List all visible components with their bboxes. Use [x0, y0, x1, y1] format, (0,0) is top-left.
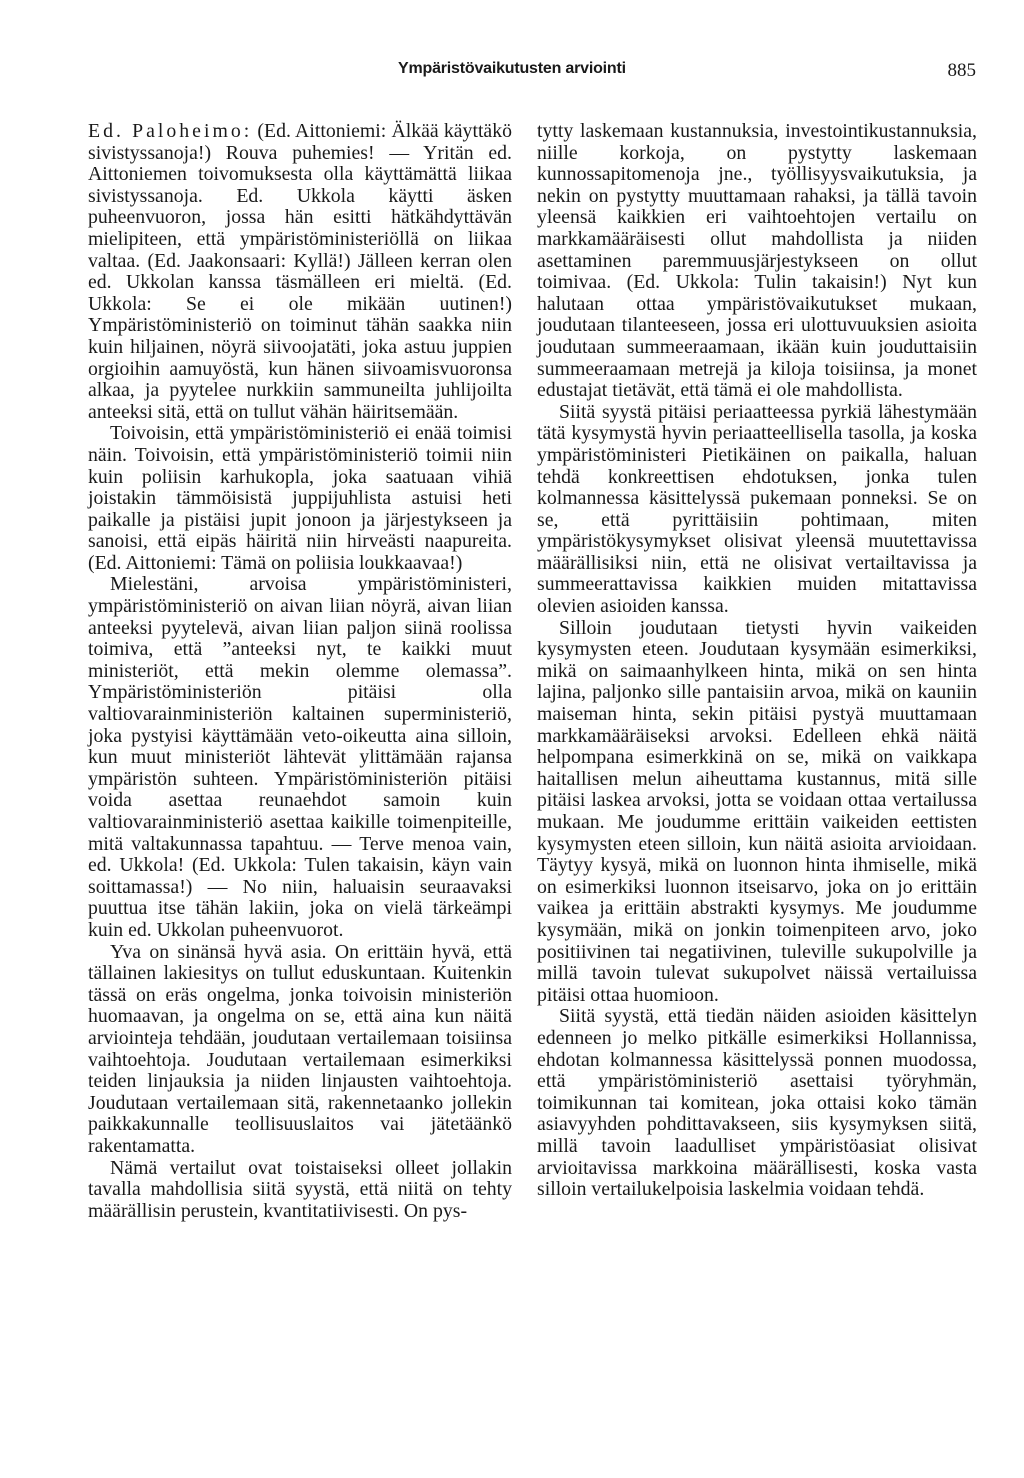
page-header: [0, 60, 1024, 90]
paragraph: Yva on sinänsä hyvä asia. On erittäin hyvä, että tällainen lakiesitys on tullut eduskuntaan. Kuitenkin tässä on eräs ongelma, jonka toivoisin ministeriön huomaavan, ja ongelma on se, että aina kun näitä arviointeja tehdään, joudutaan vertailemaan toisiinsa vaihtoehtoja. Joudutaan vertailemaan esimerkiksi teiden linjauksia ja niiden linjausten vaihtoehtoja. Joudutaan vertailemaan sitä, rakennetaanko jollekin paikkakunnalle teollisuuslaitos vai jätetäänkö rakentamatta.: [88, 940, 512, 1157]
paragraph: Siitä syystä, että tiedän näiden asioiden käsittelyn edenneen jo melko pitkälle esimerkiksi Hollannissa, ehdotan kolmannessa käsittelyssä ponnen muodossa, että ympäristöministeriö asettaisi työryhmän, toimikunnan tai komitean, joka ottaisi koko tämän asiavyyhden pohdittavakseen, siis kysymyksen siitä, millä tavoin laadulliset ympäristöasiat olisivat arvioitavissa markkoina määrällisesti, koska vasta silloin vertailukelpoisia laskelmia voidaan tehdä.: [537, 1005, 977, 1201]
page-number: 885: [947, 60, 976, 81]
paragraph-text: (Ed. Aittoniemi: Älkää käyttäkö sivistyssanoja!) Rouva puhemies! — Yritän ed. Aittoniemen toivomuksesta olla käyttämättä liikaa sivistyssanoja. Ed. Ukkola käytti äsken puheenvuoron, jossa hän esitti hätkähdyttävän mielipiteen, että ympäristöministeriöllä on liikaa valtaa. (Ed. Jaakonsaari: Kyllä!) Jälleen kerran olen ed. Ukkolan kanssa täsmälleen eri mieltä. (Ed. Ukkola: Se ei ole mikään uutinen!) Ympäristöministeriö on toiminut tähän saakka niin kuin hiljainen, nöyrä siivoojatäti, joka astuu juppien orgioihin aamuyöstä, kun hänen siivoamisvuoronsa alkaa, ja pyytelee nurkkiin sammuneilta juhlijoilta anteeksi sitä, että on tullut vähän häiritsemään.: [88, 120, 512, 423]
paragraph: Siitä syystä pitäisi periaatteessa pyrkiä lähestymään tätä kysymystä hyvin periaatteellisella tasolla, ja koska ympäristöministeri Pietikäinen on paikalla, haluan tehdä konkreettisen ehdotuksen, jonka tulen kolmannessa käsittelyssä pukemaan ponneksi. Se on se, että pyrittäisiin pohtimaan, miten ympäristökysymykset olisivat yleensä muutettavissa määrällisiksi niin, että ne olisivat vertailtavissa ja summeerattavissa kaikkien muiden mitattavissa olevien asioiden kanssa.: [537, 400, 977, 618]
paragraph: Mielestäni, arvoisa ympäristöministeri, ympäristöministeriö on aivan liian nöyrä, aivan liian anteeksi pyytelevä, aivan liian paljon siinä roolissa toimiva, että ”anteeksi nyt, te kaikki muut ministeriöt, että mekin olemme olemassa”. Ympäristöministeriön pitäisi olla valtiovarainministeriön kaltainen superministeriö, joka pystyisi käyttämään veto-oikeutta aina silloin, kun muut ministeriöt lähtevät ylittämään rajansa ympäristön suhteen. Ympäristöministeriön pitäisi voida asettaa reunaehdot samoin kuin valtiovarainministeriö asettaa kaikille toimenpiteille, mitä valtakunnassa tapahtuu. — Terve menoa vain, ed. Ukkola! (Ed. Ukkola: Tulen takaisin, käyn vain soittamassa!) — No niin, haluaisin seuraavaksi puuttua itse tähän lakiin, joka on vielä tärkeämpi kuin ed. Ukkolan puheenvuorot.: [88, 573, 512, 941]
paragraph: Nämä vertailut ovat toistaiseksi olleet jollakin tavalla mahdollisia siitä syystä, että niitä on tehty määrällisin perustein, kvantitatiivisesti. On pys-: [88, 1156, 512, 1222]
paragraph: tytty laskemaan kustannuksia, investointikustannuksia, niille korkoja, on pystytty laskemaan kunnossapitomenoja jne., työllisyysvaikutuksia, ja nekin on pystytty muuttamaan rahaksi, ja tällä tavoin yleensä kaikkien eri vaihtoehtojen vertailu on markkamääräisesti ollut mahdollista ja niiden asettaminen paremmuusjärjestykseen on ollut toimivaa. (Ed. Ukkola: Tulin takaisin!) Nyt kun halutaan ottaa ympäristövaikutukset mukaan, joudutaan tilanteeseen, jossa eri ulottuvuuksien asioita joudutaan summeeraamaan, ikään kuin jouduttaisiin summeeraamaan metrejä ja kiloja toisiinsa, ja monet edustajat tietävät, että tämä ei ole mahdollista.: [537, 120, 977, 402]
left-column: [88, 121, 512, 1222]
speaker-name: Ed. Paloheimo:: [88, 120, 253, 142]
paragraph: Silloin joudutaan tietysti hyvin vaikeiden kysymysten eteen. Joudutaan kysymään esimerkiksi, mikä on saimaanhylkeen hinta, mikä on sen hinta lajina, paljonko sille pantaisiin arvoa, mikä on kauniin maiseman hinta, sekin pitäisi pystyä muuttamaan markkamääräiseksi arvoksi. Edelleen ehkä näitä helpompana esimerkkinä on se, mikä on vaikkapa haitallisen melun aiheuttama kustannus, mitä sille pitäisi laskea arvoksi, jotta se voidaan ottaa vertailussa mukaan. Me joudumme erittäin vaikeiden eettisten kysymysten eteen silloin, kun näitä asioita arvioidaan. Täytyy kysyä, mikä on luonnon hinta ihmiselle, mikä on esimerkiksi luonnon itseisarvo, joka on jo erittäin vaikea ja erittäin abstrakti kysymys. Me joudumme kysymään, mikä on jonkin toimenpiteen arvo, joko positiivinen tai negatiivinen, tuleville sukupolville ja millä tavoin tulevat sukupolvet näissä vertailuissa pitäisi ottaa huomioon.: [537, 616, 977, 1006]
paragraph: Toivoisin, että ympäristöministeriö ei enää toimisi näin. Toivoisin, että ympäristöministeriö toimii niin kuin poliisin karhukopla, joka saatuaan vihiä joistakin tämmöisistä juppijuhlista astuisi heti paikalle ja pistäisi jupit jonoon ja järjestykseen ja sanoisi, että eipäs häiritä niin hirveästi naapureita. (Ed. Aittoniemi: Tämä on poliisia loukkaavaa!): [88, 422, 512, 574]
right-column: [537, 121, 977, 1201]
running-title: Ympäristövaikutusten arviointi: [398, 60, 626, 77]
paragraph: [88, 121, 512, 423]
